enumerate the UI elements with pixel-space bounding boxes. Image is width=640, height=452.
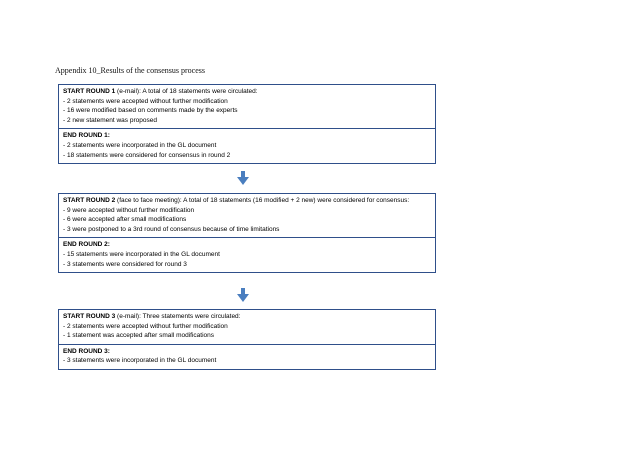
round-2-start-line: - 9 were accepted without further modification — [63, 206, 195, 214]
round-3-end-heading: END ROUND 3: — [63, 347, 110, 355]
round-3-start-lead: (e-mail): Three statements were circulated: — [115, 313, 241, 320]
page-title: Appendix 10_Results of the consensus process — [55, 66, 205, 75]
arrow-down-icon — [237, 288, 249, 302]
round-2-start — [59, 194, 435, 237]
round-1-start-line: - 2 statements were accepted without further modification — [63, 97, 228, 105]
round-1-end-heading: END ROUND 1: — [63, 132, 110, 140]
round-1-end — [59, 128, 435, 163]
round-3-start — [59, 310, 435, 344]
round-2-start-line: - 6 were accepted after small modifications — [63, 216, 187, 224]
round-1-start — [59, 85, 435, 128]
round-2-start-heading: START ROUND 2 — [63, 197, 116, 204]
arrow-down-icon — [237, 171, 249, 185]
round-2-end-heading: END ROUND 2: — [63, 241, 110, 249]
round-2-end-line: - 3 statements were considered for round 3 — [63, 260, 187, 268]
round-1-start-heading: START ROUND 1 — [63, 88, 116, 95]
round-1-start-line: - 16 were modified based on comments made by the experts — [63, 107, 238, 115]
round-1-end-line: - 18 statements were considered for consensus in round 2 — [63, 151, 231, 159]
round-1-start-line: - 2 new statement was proposed — [63, 116, 157, 124]
round-3-start-line: - 2 statements were accepted without further modification — [63, 322, 228, 330]
round-3-end — [59, 344, 435, 369]
round-2-end — [59, 237, 435, 272]
round-3-start-line: - 1 statement was accepted after small modifications — [63, 332, 215, 340]
round-1-end-line: - 2 statements were incorporated in the GL document — [63, 141, 217, 149]
round-2-start-lead: (face to face meeting): A total of 18 statements (16 modified + 2 new) were considered for consensus: — [115, 197, 410, 204]
round-2-start-line: - 3 were postponed to a 3rd round of consensus because of time limitations — [63, 225, 280, 233]
round-1-start-lead: (e-mail): A total of 18 statements were circulated: — [115, 88, 258, 95]
round-3-start-heading: START ROUND 3 — [63, 313, 116, 320]
round-3-end-line: - 3 statements were incorporated in the GL document — [63, 357, 217, 365]
round-3-box — [58, 309, 436, 370]
round-2-end-line: - 15 statements were incorporated in the GL document — [63, 250, 220, 258]
round-2-box — [58, 193, 436, 273]
round-1-box — [58, 84, 436, 164]
